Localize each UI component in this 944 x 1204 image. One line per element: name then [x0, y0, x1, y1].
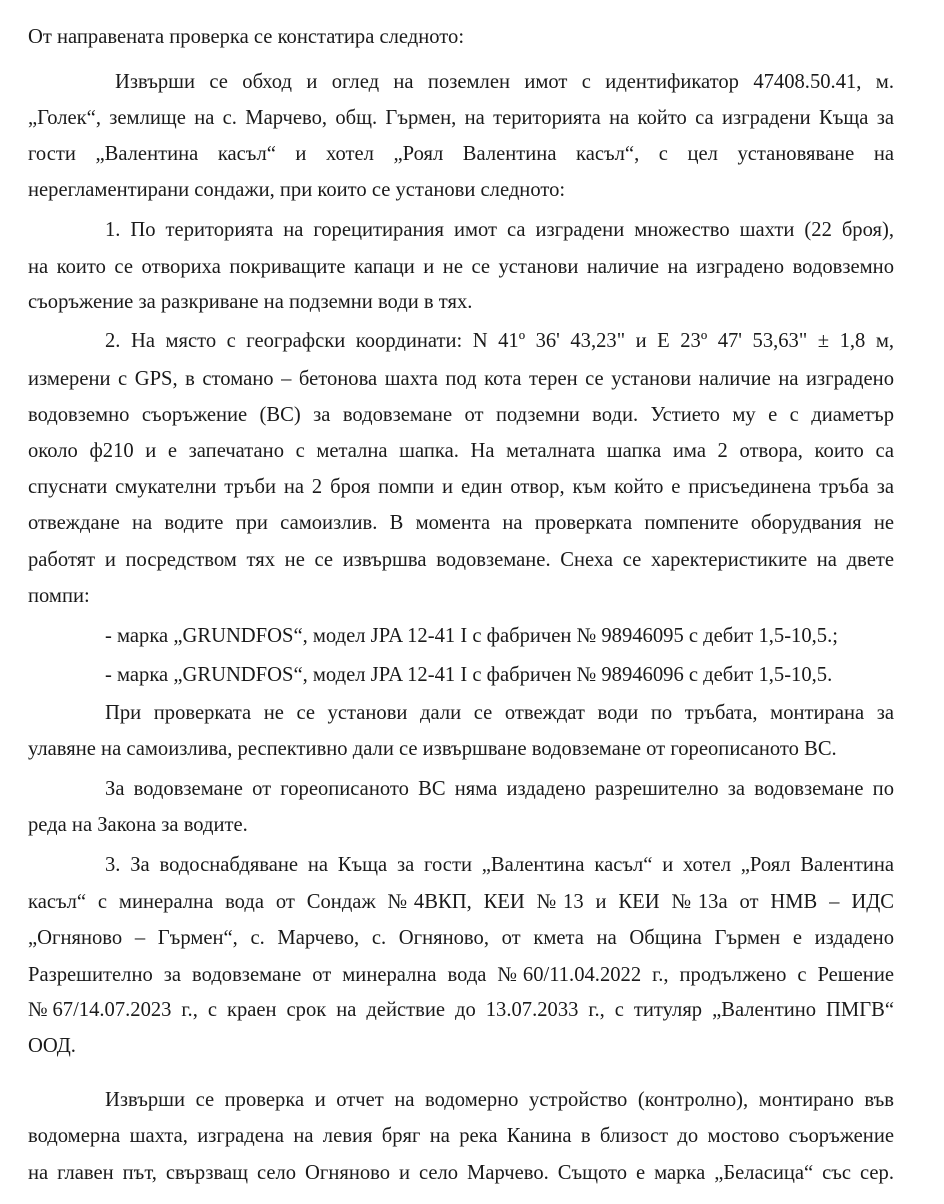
paragraph-line: Извърши се обход и оглед на поземлен имот с идентификатор 47408.50.41, м.	[115, 71, 894, 93]
paragraph-line: отвеждане на водите при самоизлив. В момента на проверката помпените оборудвания не	[28, 512, 894, 534]
pump-2-line: - марка „GRUNDFOS“, модел JPA 12-41 I с фабричен № 98946096 с дебит 1,5-10,5.	[105, 664, 833, 686]
paragraph-line: реда на Закона за водите.	[28, 814, 248, 836]
paragraph-line: нерегламентирани сондажи, при които се установи следното:	[28, 179, 566, 201]
paragraph-line: За водовземане от гореописаното ВС няма издадено разрешително за водовземане по	[105, 778, 894, 800]
paragraph-line: Извърши се проверка и отчет на водомерно устройство (контролно), монтирано във	[105, 1089, 894, 1111]
paragraph-line: помпи:	[28, 585, 90, 607]
paragraph-line: 1. По територията на горецитирания имот са изградени множество шахти (22 броя),	[105, 219, 894, 241]
paragraph-line: измерени с GPS, в стомано – бетонова шахта под кота терен се установи наличие на изградено	[28, 368, 894, 390]
paragraph-line: „Голек“, землище на с. Марчево, общ. Гърмен, на територията на който са изградени Къща за	[28, 107, 894, 129]
paragraph-line: касъл“ с минерална вода от Сондаж №4ВКП, КЕИ №13 и КЕИ №13а от НМВ – ИДС	[28, 891, 894, 913]
intro-line: От направената проверка се констатира следното:	[28, 26, 465, 48]
paragraph-line: на главен път, свързващ село Огняново и село Марчево. Същото е марка „Беласица“ със сер.	[28, 1162, 894, 1184]
paragraph-line: около ф210 и е запечатано с метална шапка. На металната шапка има 2 отвора, които са	[28, 440, 894, 462]
paragraph-line: При проверката не се установи дали се отвеждат води по тръбата, монтирана за	[105, 702, 894, 724]
paragraph-line: водовземно съоръжение (ВС) за водовземане от подземни води. Устието му е с диаметър	[28, 404, 894, 426]
paragraph-line: „Огняново – Гърмен“, с. Марчево, с. Огняново, от кмета на Община Гърмен е издадено	[28, 927, 894, 949]
paragraph-line: съоръжение за разкриване на подземни води в тях.	[28, 291, 473, 313]
paragraph-line: 2. На място с географски координати: N 41º 36' 43,23" и E 23º 47' 53,63" ± 1,8 м,	[105, 330, 894, 352]
paragraph-line: работят и посредством тях не се извършва водовземане. Снеха се харектеристиките на двете	[28, 549, 894, 571]
paragraph-line: 3. За водоснабдяване на Къща за гости „Валентина касъл“ и хотел „Роял Валентина	[105, 854, 894, 876]
paragraph-line: Разрешително за водовземане от минерална вода №60/11.04.2022 г., продължено с Решение	[28, 964, 894, 986]
paragraph-line: №67/14.07.2023 г., с краен срок на действие до 13.07.2033 г., с титуляр „Валентино ПМГВ“	[28, 999, 894, 1021]
paragraph-line: спуснати смукателни тръби на 2 броя помпи и един отвор, към който е присъединена тръба за	[28, 476, 894, 498]
paragraph-line: гости „Валентина касъл“ и хотел „Роял Валентина касъл“, с цел установяване на	[28, 143, 894, 165]
paragraph-line: ООД.	[28, 1035, 76, 1057]
paragraph-line: водомерна шахта, изградена на левия бряг на река Канина в близост до мостово съоръжение	[28, 1125, 894, 1147]
pump-1-line: - марка „GRUNDFOS“, модел JPA 12-41 I с фабричен № 98946095 с дебит 1,5-10,5.;	[105, 625, 838, 647]
paragraph-line: улавяне на самоизлива, респективно дали се извършване водовземане от гореописаното ВС.	[28, 738, 837, 760]
paragraph-line: на които се отвориха покриващите капаци и не се установи наличие на изградено водовземно	[28, 256, 894, 278]
